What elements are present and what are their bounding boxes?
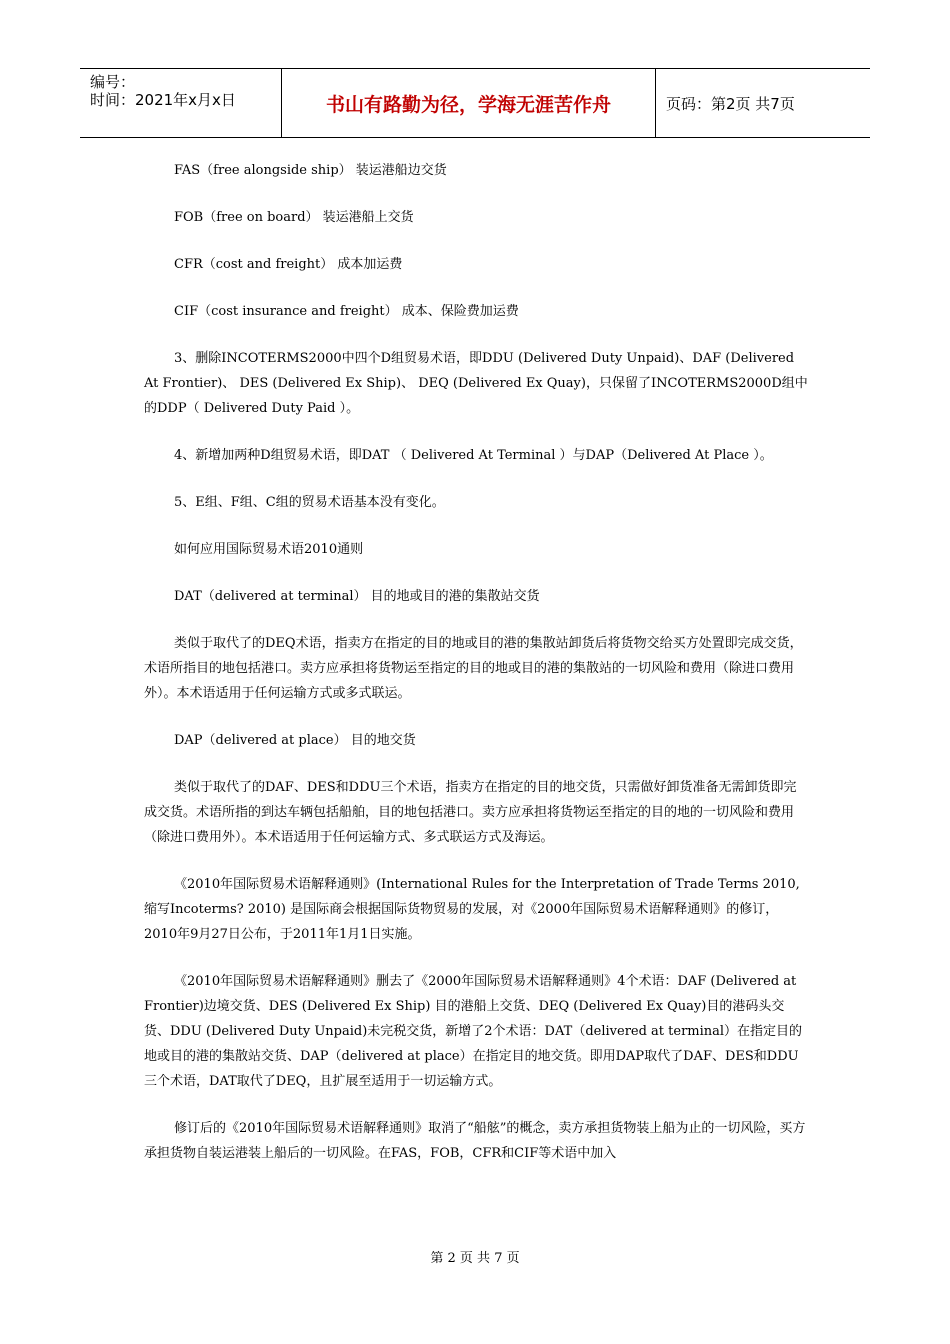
paragraph-point-3: 3、删除INCOTERMS2000中四个D组贸易术语，即DDU (Delivered Duty Unpaid)、DAF (Delivered At Frontier)、 DES (Delivered Ex Ship)、 DEQ (Delivered Ex Quay)，只保留了INCOTERMS2000D组中的DDP（ Delivered Duty Paid ）。 — [144, 351, 808, 416]
paragraph-incoterms-intro: 《2010年国际贸易术语解释通则》(International Rules for the Interpretation of Trade Terms 2010, 缩写Incoterms? 2010) 是国际商会根据国际货物贸易的发展，对《2000年国际贸易术语解释通则》的修订，2010年9月27日公布，于2011年1月1日实施。 — [144, 877, 800, 942]
paragraph-fob: FOB（free on board） 装运港船上交货 — [174, 210, 414, 225]
paragraph-dat-body: 类似于取代了的DEQ术语，指卖方在指定的目的地或目的港的集散站卸货后将货物交给买方处置即完成交货，术语所指目的地包括港口。卖方应承担将货物运至指定的目的地或目的港的集散站的一切风险和费用（除进口费用外）。本术语适用于任何运输方式或多式联运。 — [144, 636, 803, 701]
date-label: 时间：2021年x月x日 — [90, 91, 236, 109]
paragraph-dap-body: 类似于取代了的DAF、DES和DDU三个术语，指卖方在指定的目的地交货，只需做好卸货准备无需卸货即完成交货。术语所指的到达车辆包括船舶，目的地包括港口。卖方应承担将货物运至指定的目的地的一切风险和费用（除进口费用外）。本术语适用于任何运输方式、多式联运方式及海运。 — [144, 780, 797, 845]
page-header — [80, 68, 870, 138]
section-heading: 如何应用国际贸易术语2010通则 — [174, 542, 364, 557]
serial-number-label: 编号： — [90, 73, 136, 91]
paragraph-fas: FAS（free alongside ship） 装运港船边交货 — [174, 163, 447, 178]
paragraph-ships-rail: 修订后的《2010年国际贸易术语解释通则》取消了“船舷”的概念，卖方承担货物装上船为止的一切风险，买方承担货物自装运港装上船后的一切风险。在FAS，FOB，CFR和CIF等术语中加入 — [144, 1121, 806, 1161]
paragraph-dat-title: DAT（delivered at terminal） 目的地或目的港的集散站交货 — [174, 589, 540, 604]
document-body — [144, 158, 808, 1188]
header-page-number: 页码：第2页 共7页 — [666, 94, 795, 113]
paragraph-point-5: 5、E组、F组、C组的贸易术语基本没有变化。 — [174, 495, 445, 510]
paragraph-dap-title: DAP（delivered at place） 目的地交货 — [174, 733, 416, 748]
paragraph-point-4: 4、新增加两种D组贸易术语，即DAT （ Delivered At Terminal ）与DAP（Delivered At Place ）。 — [174, 448, 773, 463]
header-meta — [80, 69, 282, 137]
paragraph-incoterms-changes: 《2010年国际贸易术语解释通则》删去了《2000年国际贸易术语解释通则》4个术语：DAF (Delivered at Frontier)边境交货、DES (Delivered Ex Ship) 目的港船上交货、DEQ (Delivered Ex Quay)目的港码头交货、DDU (Delivered Duty Unpaid)未完税交货，新增了2个术语：DAT（delivered at terminal）在指定目的地或目的港的集散站交货、DAP（delivered at place）在指定目的地交货。即用DAP取代了DAF、DES和DDU三个术语，DAT取代了DEQ，且扩展至适用于一切运输方式。 — [144, 974, 803, 1089]
paragraph-cfr: CFR（cost and freight） 成本加运费 — [174, 257, 403, 272]
paragraph-cif: CIF（cost insurance and freight） 成本、保险费加运费 — [174, 304, 519, 319]
page-footer: 第 2 页 共 7 页 — [430, 1251, 520, 1266]
header-motto: 书山有路勤为径，学海无涯苦作舟 — [282, 69, 656, 137]
